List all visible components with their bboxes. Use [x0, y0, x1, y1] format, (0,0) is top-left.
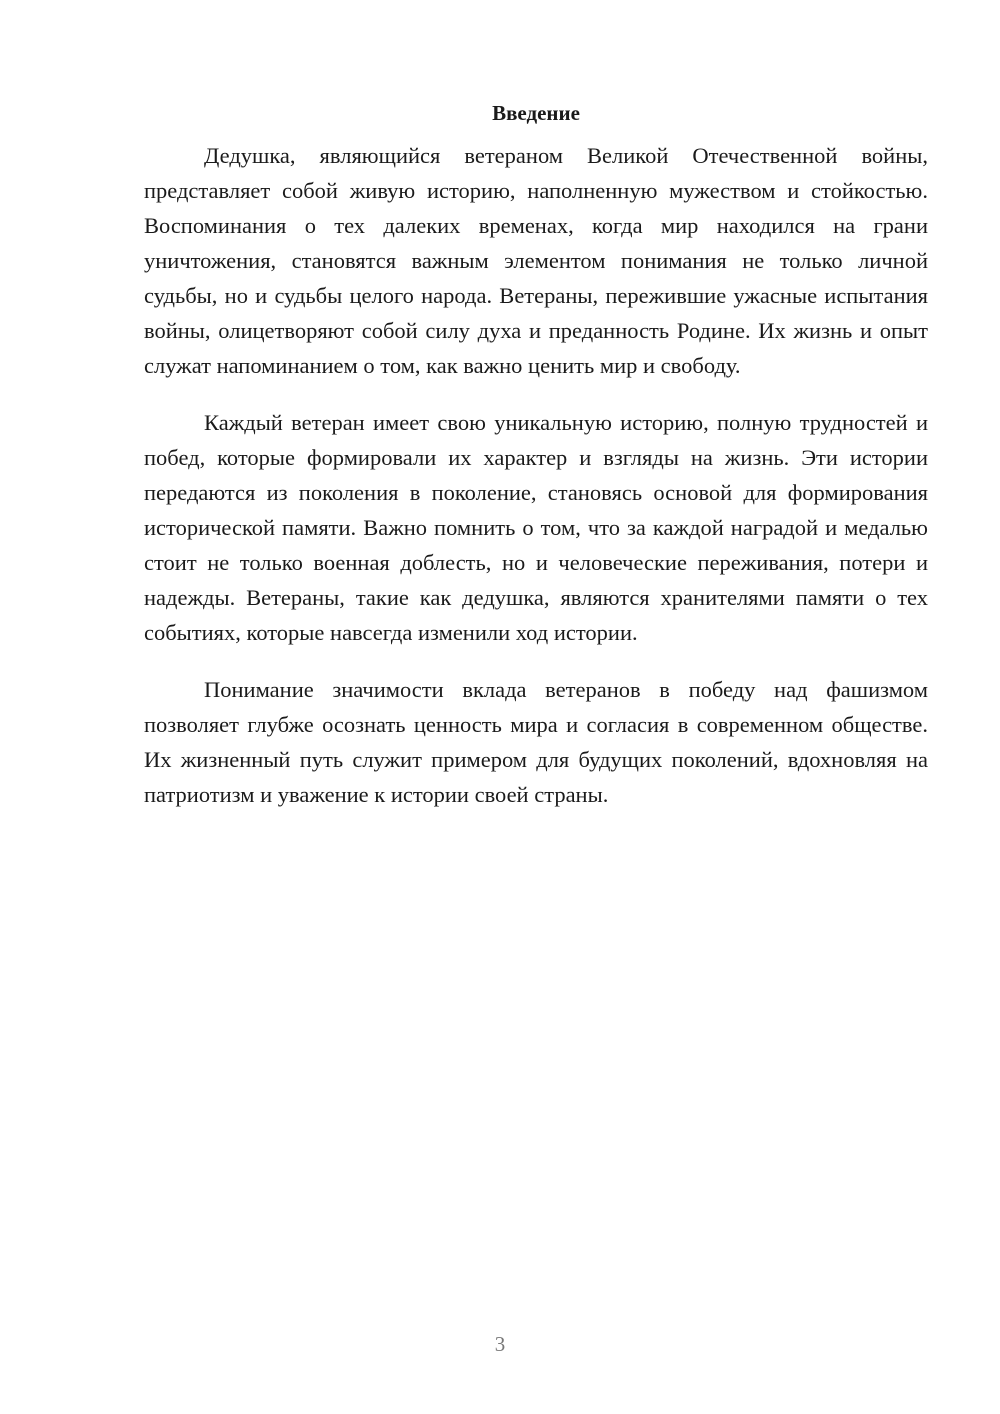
paragraph-1: Дедушка, являющийся ветераном Великой Отечественной войны, представляет собой живую историю, наполненную мужеством и стойкостью. Воспоминания о тех далеких временах, когда мир находился на грани уничтожения, становятся важным элементом понимания не только личной судьбы, но и судьбы целого народа. Ветераны, пережившие ужасные испытания войны, олицетворяют собой силу духа и преданность Родине. Их жизнь и опыт служат напоминанием о том, как важно ценить мир и свободу.: [144, 143, 928, 378]
paragraph-2: Каждый ветеран имеет свою уникальную историю, полную трудностей и побед, которые формировали их характер и взгляды на жизнь. Эти истории передаются из поколения в поколение, становясь основой для формирования исторической памяти. Важно помнить о том, что за каждой наградой и медалью стоит не только военная доблесть, но и человеческие переживания, потери и надежды. Ветераны, такие как дедушка, являются хранителями памяти о тех событиях, которые навсегда изменили ход истории.: [144, 410, 928, 645]
page-number: 3: [494, 1332, 506, 1356]
section-title: Введение: [492, 101, 580, 125]
paragraph-3: Понимание значимости вклада ветеранов в победу над фашизмом позволяет глубже осознать ценность мира и согласия в современном обществе. Их жизненный путь служит примером для будущих поколений, вдохновляя на патриотизм и уважение к истории своей страны.: [144, 677, 928, 807]
page-content: [144, 96, 928, 834]
